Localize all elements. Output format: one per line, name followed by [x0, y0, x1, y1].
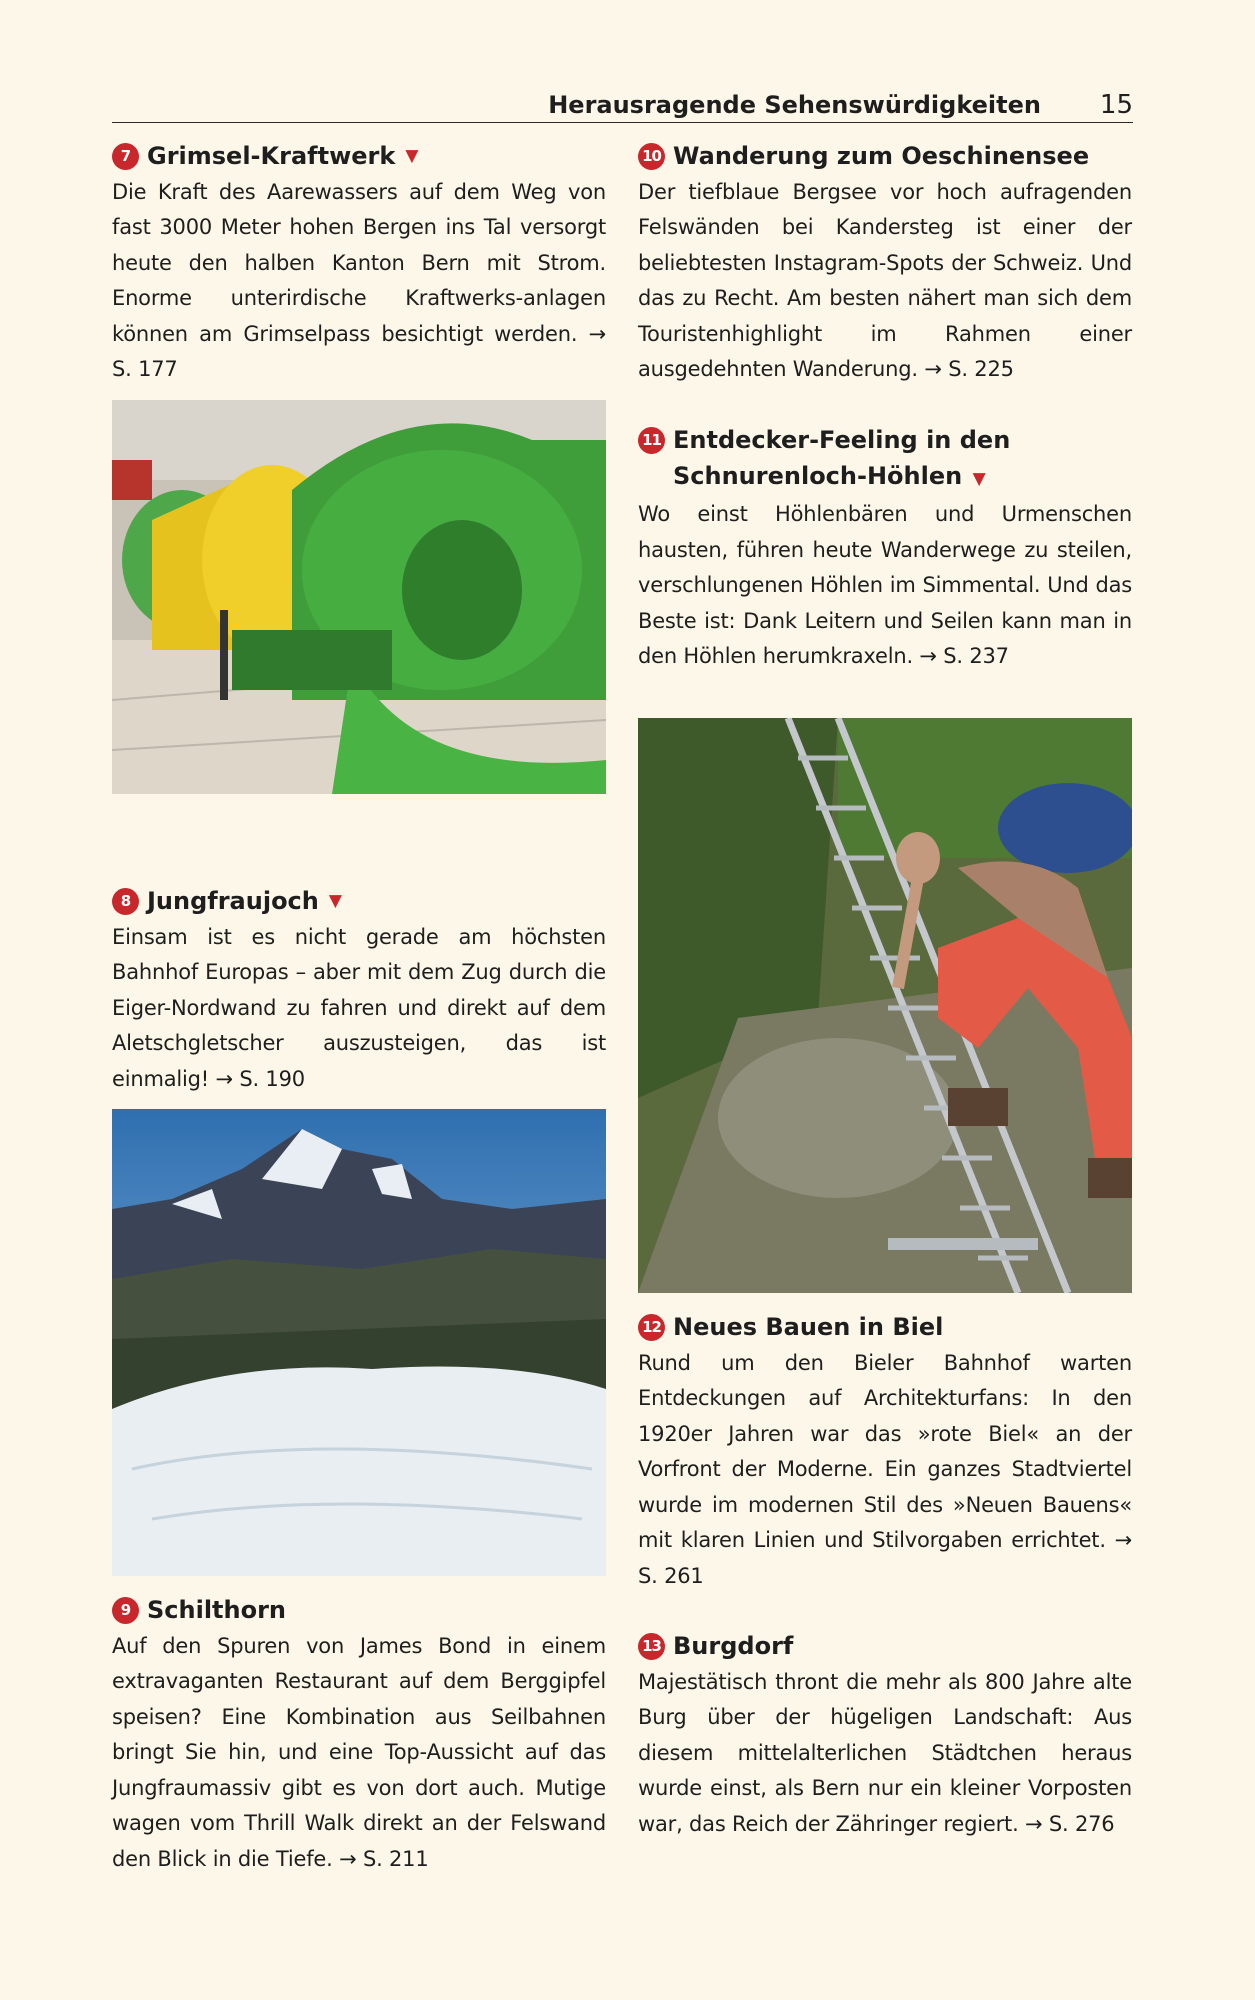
entry-grimsel-kraftwerk [112, 139, 606, 388]
entry-text: Wo einst Höhlenbären und Urmenschen hausten, führen heute Wanderwege zu steilen, verschlungenen Höhlen im Simmental. Und das Beste ist: Dank Leitern und Seilen kann man in den Höhlen herumkraxeln. → S. 237 [638, 502, 1132, 668]
entry-title: Burgdorf [673, 1632, 794, 1660]
entry-heading [112, 139, 606, 175]
entry-heading [638, 1629, 1132, 1665]
entry-heading [638, 1310, 1132, 1346]
entry-title-line-2: Schnurenloch-Höhlen [673, 461, 963, 490]
section-title: Herausragende Sehenswürdigkeiten [548, 91, 1041, 119]
number-badge: 11 [638, 427, 665, 454]
entry-text: Rund um den Bieler Bahnhof warten Entdeckungen auf Architekturfans: In den 1920er Jahren war das »rote Biel« an der Vorfront der Moderne. Ein ganzes Stadtviertel wurde im modernen Stil des »Neuen Bauens« mit klaren Linien und Stilvorgaben errichtet. → S. 261 [638, 1350, 1132, 1588]
entry-title: Jungfraujoch [147, 887, 319, 915]
entry-text: Der tiefblaue Bergsee vor hoch aufragenden Felswänden bei Kandersteg ist einer der beliebtesten Instagram-Spots der Schweiz. Und das zu Recht. Am besten nähert man sich dem Touristenhighlight im Rahmen einer ausgedehnten Wanderung. → S. 225 [638, 179, 1132, 381]
entry-heading [638, 139, 1132, 175]
number-badge: 9 [112, 1597, 139, 1624]
photo-ladder-climber [638, 718, 1132, 1293]
entry-schnurenloch-hoehlen [638, 423, 1132, 675]
running-header [112, 88, 1133, 123]
entry-text: Die Kraft des Aarewassers auf dem Weg von fast 3000 Meter hohen Bergen ins Tal versorgt heute den halben Kanton Bern mit Strom. Enorme unterirdische Kraftwerks-anlagen können am Grimselpass besichtigt werden. → S. 177 [112, 179, 606, 381]
entry-title: Wanderung zum Oeschinensee [673, 142, 1090, 170]
entry-neues-bauen-biel [638, 1310, 1132, 1594]
entry-heading [112, 884, 606, 920]
entry-schilthorn [112, 1593, 606, 1877]
page-number: 15 [1099, 90, 1133, 120]
entry-title: Grimsel-Kraftwerk [147, 142, 396, 170]
entry-title: Neues Bauen in Biel [673, 1313, 944, 1341]
number-badge: 13 [638, 1633, 665, 1660]
photo-power-station-turbines [112, 400, 606, 794]
entry-jungfraujoch [112, 884, 606, 1097]
number-badge: 8 [112, 888, 139, 915]
entry-text: Einsam ist es nicht gerade am höchsten Bahnhof Europas – aber mit dem Zug durch die Eiger-Nordwand zu fahren und direkt auf dem Aletschgletscher auszusteigen, das ist einmalig! → S. 190 [112, 924, 606, 1091]
entry-text: Auf den Spuren von James Bond in einem extravaganten Restaurant auf dem Berggipfel speisen? Eine Kombination aus Seilbahnen bringt Sie hin, und eine Top-Aussicht auf das Jungfraumassiv gibt es von dort auch. Mutige wagen vom Thrill Walk direkt an der Felswand den Blick in die Tiefe. → S. 211 [112, 1633, 606, 1871]
photo-glacier-mountains [112, 1109, 606, 1576]
entry-heading [112, 1593, 606, 1629]
entry-title-line-1: Entdecker-Feeling in den [673, 426, 1011, 454]
marker-triangle-icon: ▼ [405, 146, 419, 166]
entry-burgdorf [638, 1629, 1132, 1842]
marker-triangle-icon: ▼ [972, 468, 986, 489]
entry-text: Majestätisch thront die mehr als 800 Jahre alte Burg über der hügeligen Landschaft: Aus diesem mittelalterlichen Städtchen heraus wurde einst, als Bern nur ein kleiner Vorposten war, das Reich der Zähringer regiert. → S. 276 [638, 1669, 1132, 1836]
entry-oeschinensee [638, 139, 1132, 388]
entry-heading [638, 423, 1132, 497]
number-badge: 12 [638, 1314, 665, 1341]
entry-title: Schilthorn [147, 1596, 287, 1624]
marker-triangle-icon: ▼ [328, 891, 342, 911]
number-badge: 7 [112, 143, 139, 170]
number-badge: 10 [638, 143, 665, 170]
